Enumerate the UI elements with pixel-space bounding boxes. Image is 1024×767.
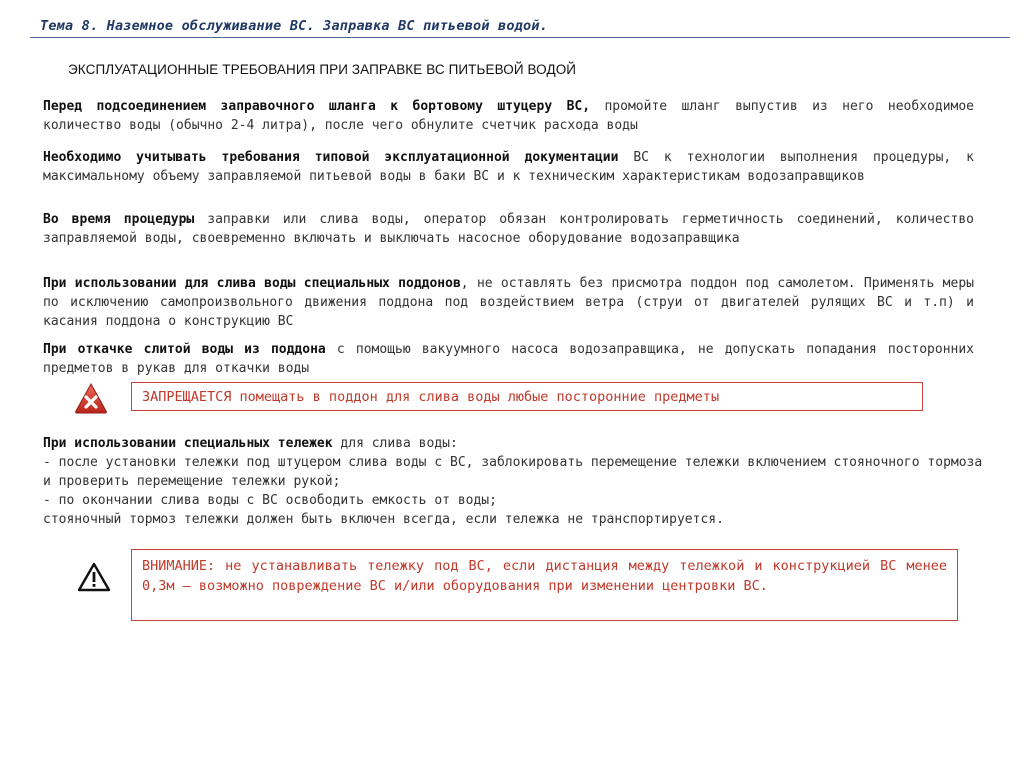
carts-section: [43, 434, 983, 529]
paragraph-pumping: [43, 340, 974, 378]
carts-intro: [43, 434, 983, 453]
paragraph-text: промойте шланг выпустив из него необходимое количество воды (обычно 2-4 литра), после чего обнулите счетчик расхода воды: [43, 99, 974, 133]
carts-line: - после установки тележки под штуцером слива воды с ВС, заблокировать перемещение тележки включением стояночного тормоза и проверить перемещение тележки рукой;: [43, 455, 983, 489]
paragraph-lead: При использовании для слива воды специальных поддонов: [43, 276, 461, 291]
paragraph-text: заправки или слива воды, оператор обязан контролировать герметичность соединений, количество заправляемой воды, своевременно включать и выключать насосное оборудование водозаправщика: [43, 212, 974, 246]
carts-line: стояночный тормоз тележки должен быть включен всегда, если тележка не транспортируется.: [43, 512, 724, 527]
paragraph-documentation: [43, 148, 974, 186]
section-heading: ЭКСПЛУАТАЦИОННЫЕ ТРЕБОВАНИЯ ПРИ ЗАПРАВКЕ ВС ПИТЬЕВОЙ ВОДОЙ: [68, 62, 577, 77]
paragraph-lead: Необходимо учитывать требования типовой эксплуатационной документации: [43, 150, 619, 165]
paragraph-lead: Перед подсоединением заправочного шланга к бортовому штуцеру ВС,: [43, 99, 591, 114]
carts-lead-rest: для слива воды:: [332, 436, 458, 451]
carts-line: - по окончании слива воды с ВС освободить емкость от воды;: [43, 493, 497, 508]
paragraph-text: , не оставлять без присмотра поддон под самолетом. Применять меры по исключению самопроизвольного движения поддона под воздействием ветра (струи от двигателей рулящих ВС и т.п) и касания поддона о конструкцию ВС: [43, 276, 974, 329]
attention-text: ВНИМАНИЕ: не устанавливать тележку под ВС, если дистанция между тележкой и конструкцией ВС менее 0,3м – возможно повреждение ВС и/или оборудования при изменении центровки ВС.: [142, 558, 947, 594]
paragraph-text: ВС к технологии выполнения процедуры, к максимальному объему заправляемой питьевой воды в баки ВС и к техническим характеристикам водозаправщиков: [43, 150, 974, 184]
title-divider: [30, 37, 1010, 38]
prohibition-box: [131, 382, 923, 411]
paragraph-hose: [43, 97, 974, 135]
prohibition-icon: [74, 382, 108, 414]
warning-triangle-icon: [77, 562, 111, 592]
paragraph-text: с помощью вакуумного насоса водозаправщика, не допускать попадания посторонних предметов в рукав для откачки воды: [43, 342, 974, 376]
paragraph-lead: Во время процедуры: [43, 212, 195, 227]
paragraph-lead: При откачке слитой воды из поддона: [43, 342, 326, 357]
slide-title: Тема 8. Наземное обслуживание ВС. Заправка ВС питьевой водой.: [40, 18, 548, 34]
prohibition-text: ЗАПРЕЩАЕТСЯ помещать в поддон для слива воды любые посторонние предметы: [142, 389, 720, 405]
carts-lead: При использовании специальных тележек: [43, 436, 333, 451]
attention-box: [131, 549, 958, 621]
paragraph-procedure: [43, 210, 974, 248]
paragraph-trays: [43, 274, 974, 331]
